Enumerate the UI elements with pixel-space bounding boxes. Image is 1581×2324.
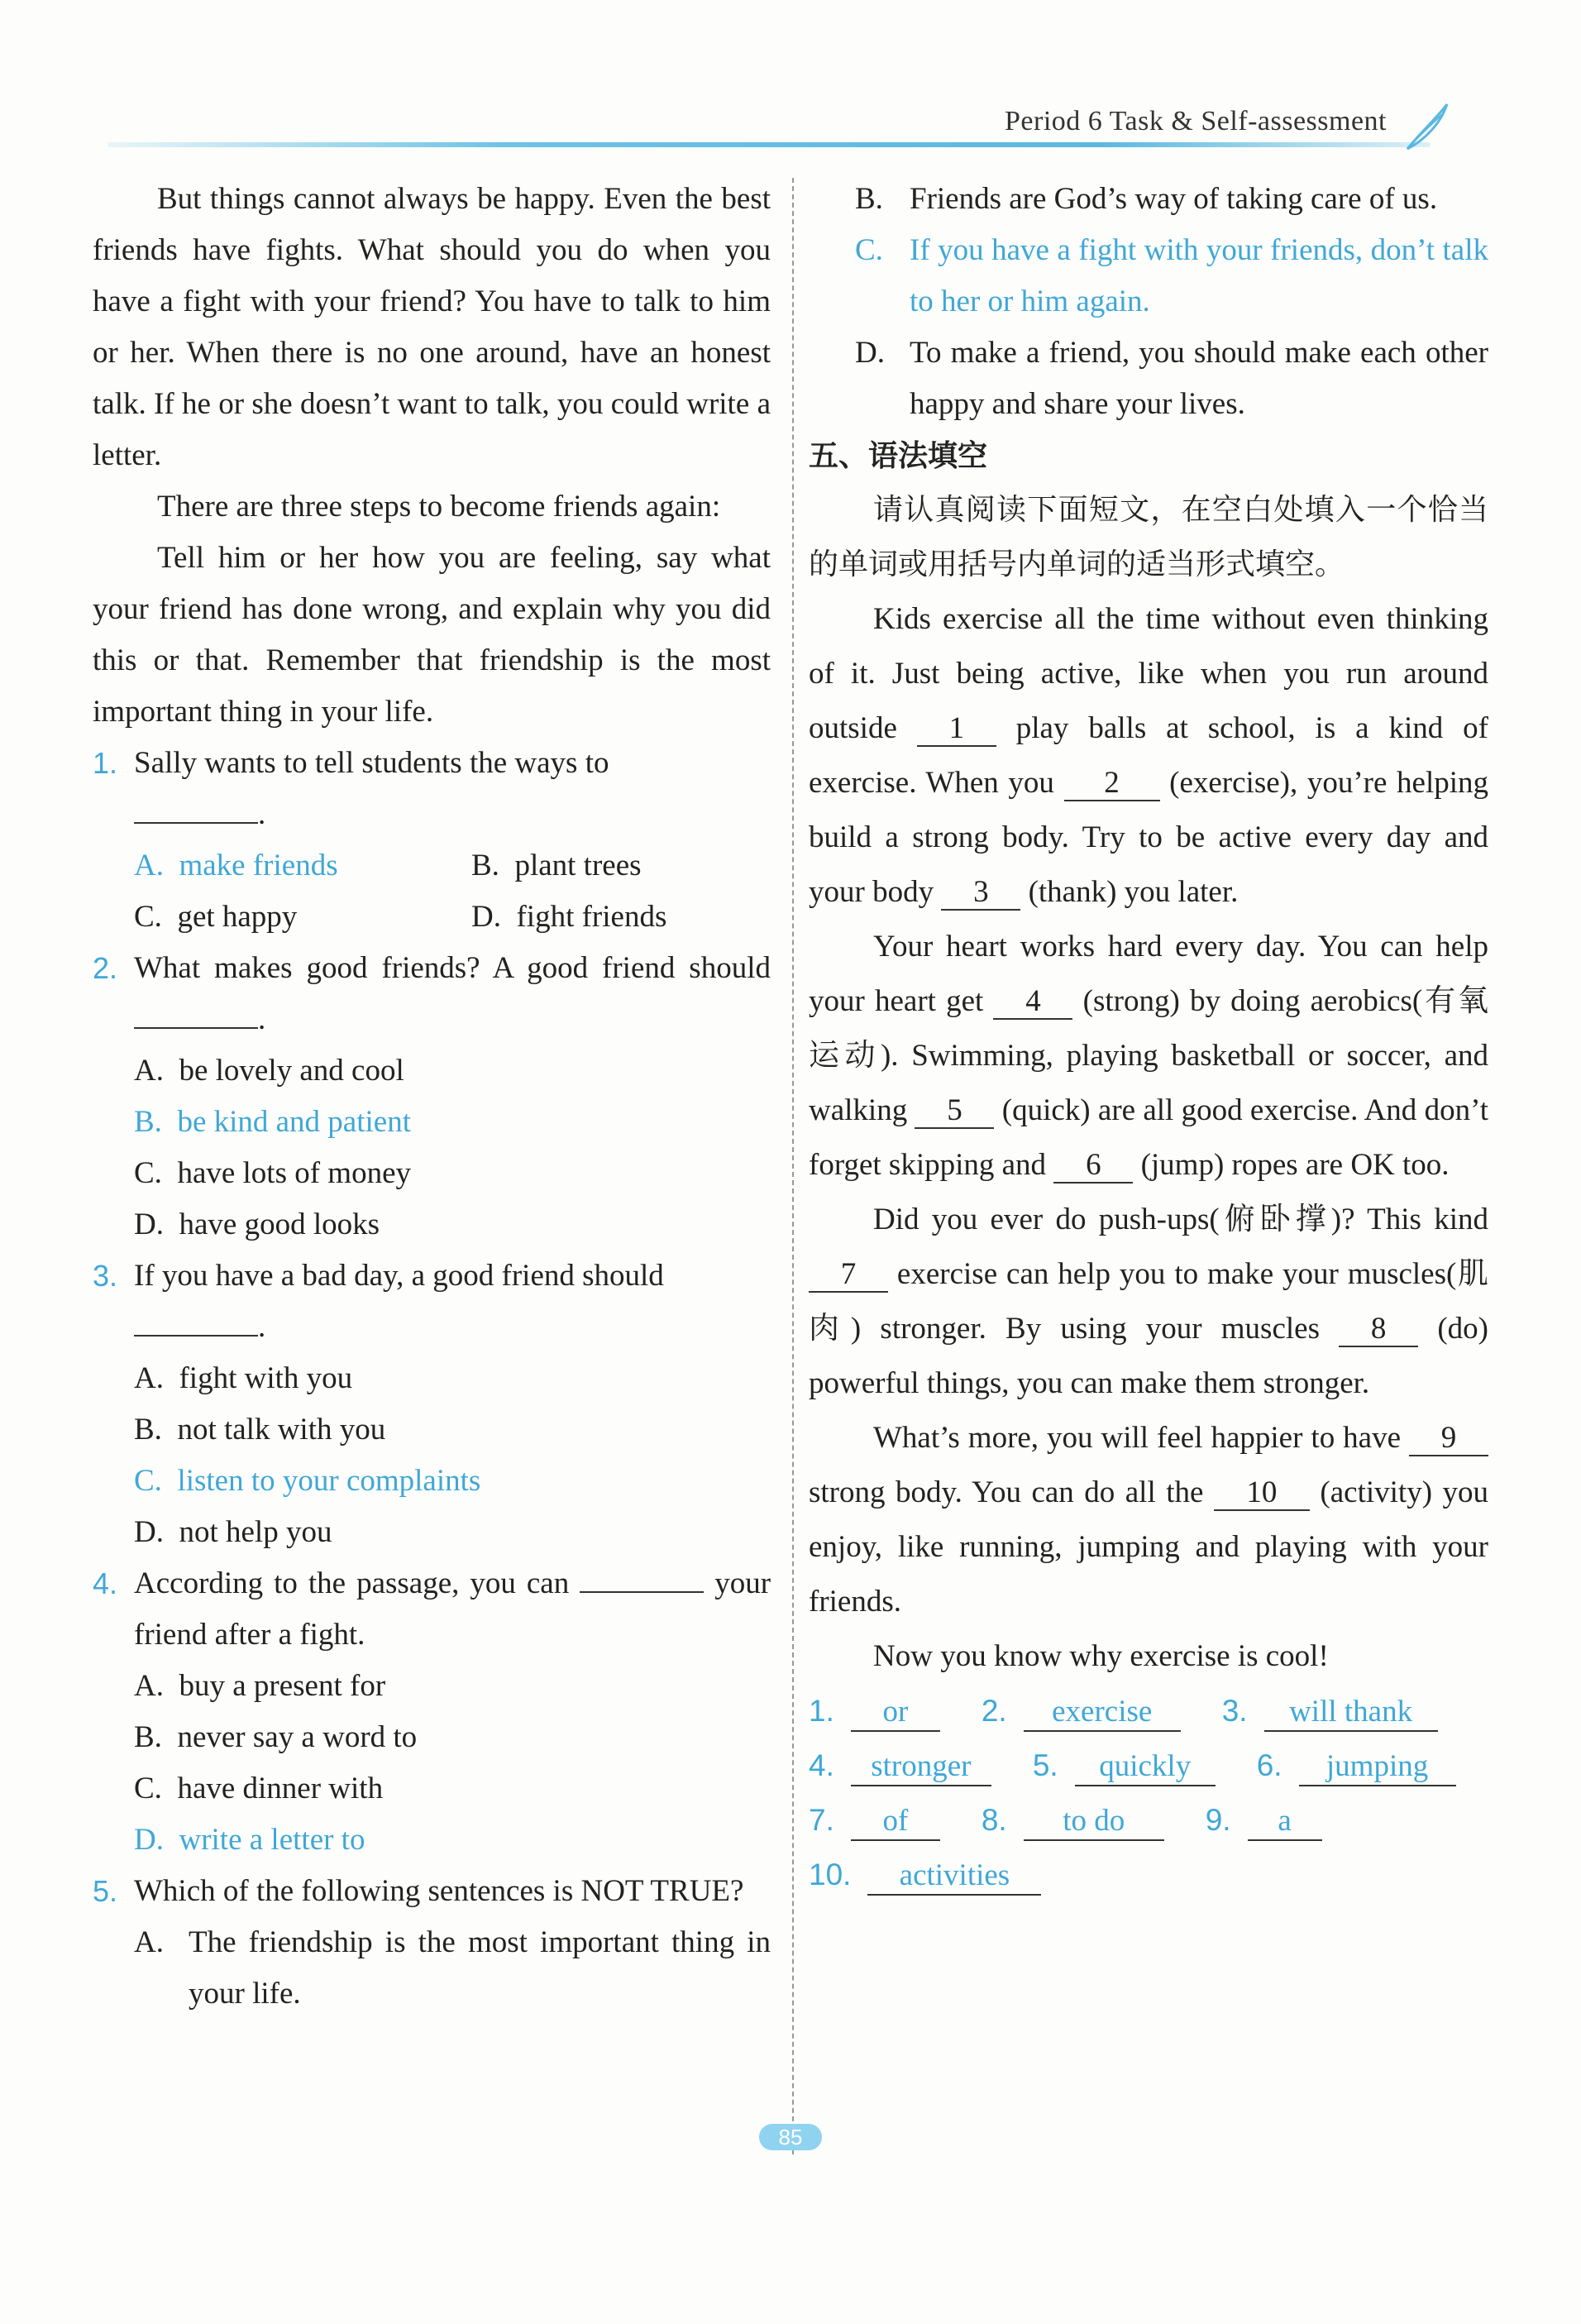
answer-row <box>809 1793 1488 1848</box>
question-text: Sally wants to tell students the ways to <box>134 746 609 780</box>
question-number: 2. <box>93 951 118 985</box>
option-d[interactable]: D. fight friends <box>471 900 667 934</box>
option-b[interactable]: B. not talk with you <box>134 1413 386 1447</box>
answer-item: 7. of <box>809 1793 940 1848</box>
question-text: What makes good friends? A good friend should <box>134 951 771 985</box>
answer-item: 2. exercise <box>982 1684 1181 1738</box>
answer-item: 8. to do <box>982 1793 1164 1848</box>
option-c[interactable]: C. get happy <box>134 900 298 934</box>
answer-blank[interactable] <box>580 1558 704 1593</box>
question-number: 4. <box>93 1566 118 1600</box>
question-text: According to the passage, you can <box>134 1566 570 1600</box>
page-header-title: Period 6 Task & Self-assessment <box>1005 106 1387 136</box>
answer-item: 3. will thank <box>1222 1684 1438 1738</box>
cloze-blank[interactable]: 2 <box>1064 767 1160 801</box>
cloze-paragraph: Now you know why exercise is cool! <box>873 1639 1329 1673</box>
question-2 <box>93 943 771 1045</box>
option-c[interactable]: C. listen to your complaints <box>134 1464 481 1498</box>
cloze-blank[interactable]: 3 <box>941 876 1020 911</box>
option-c[interactable]: C. have dinner with <box>134 1772 384 1805</box>
question-tail: . <box>258 1310 266 1344</box>
cloze-blank[interactable]: 9 <box>1409 1422 1488 1456</box>
option-d[interactable]: D. not help you <box>134 1515 332 1549</box>
answer-row <box>809 1738 1488 1793</box>
option-d[interactable]: D. To make a friend, you should make each other happy and share your lives. <box>855 336 1488 421</box>
option-d[interactable]: D. have good looks <box>134 1207 380 1241</box>
question-4 <box>93 1558 771 1661</box>
answer-item: 1. or <box>809 1684 940 1738</box>
answer-item: 6. jumping <box>1257 1738 1456 1793</box>
cloze-blank[interactable]: 10 <box>1214 1476 1310 1511</box>
options-q1 <box>93 840 771 943</box>
header-rule <box>107 142 1431 147</box>
passage-paragraph: Tell him or her how you are feeling, say what your friend has done wrong, and explain why you did this or that. Remember that friendship is the most important thing in your life. <box>93 541 771 729</box>
option-c[interactable]: C. have lots of money <box>134 1156 412 1190</box>
question-5 <box>93 1866 771 1917</box>
question-3 <box>93 1250 771 1353</box>
cloze-blank[interactable]: 5 <box>915 1094 994 1129</box>
question-1 <box>93 738 771 840</box>
option-b[interactable]: B. plant trees <box>471 849 642 882</box>
feather-icon <box>1399 99 1457 157</box>
question-tail: your friend after a fight. <box>134 1566 771 1652</box>
page-number: 85 <box>759 2124 822 2150</box>
option-b[interactable]: B. Friends are God’s way of taking care of us. <box>855 182 1438 216</box>
cloze-blank[interactable]: 7 <box>809 1258 888 1293</box>
cloze-paragraph: Did you ever do push-ups(俯卧撑)? This kind 7 exercise can help you to make your muscles(肌肉) stronger. By using your muscles 8 (do) powerful things, you can make them stronger. <box>809 1203 1489 1400</box>
option-a[interactable]: A. buy a present for <box>134 1669 386 1703</box>
left-column <box>93 174 771 2020</box>
option-a[interactable]: A. fight with you <box>134 1361 353 1395</box>
question-number: 5. <box>93 1874 118 1908</box>
right-column <box>809 174 1488 1902</box>
answer-blank[interactable] <box>134 994 258 1029</box>
answer-row <box>809 1848 1488 1902</box>
cloze-paragraph: Your heart works hard every day. You can help your heart get 4 (strong) by doing aerobics(有氧运动). Swimming, playing basketball or soccer, and walking 5 (quick) are all good exercise. And don’t forget skipping and 6 (jump) ropes are OK too. <box>809 930 1489 1182</box>
question-number: 3. <box>93 1259 118 1293</box>
cloze-blank[interactable]: 4 <box>993 985 1072 1020</box>
column-divider <box>792 178 794 2154</box>
question-tail: . <box>258 1002 266 1036</box>
cloze-paragraph: What’s more, you will feel happier to have 9 strong body. You can do all the 10 (activity) you enjoy, like running, jumping and playing with your friends. <box>809 1421 1488 1619</box>
answer-item: 4. stronger <box>809 1738 991 1793</box>
passage-paragraph: But things cannot always be happy. Even the best friends have fights. What should you do when you have a fight with your friend? You have to talk to him or her. When there is no one around, have an honest talk. If he or she doesn’t want to talk, you could write a letter. <box>93 182 771 472</box>
option-a[interactable]: A. make friends <box>134 849 338 882</box>
cloze-blank[interactable]: 1 <box>917 712 996 747</box>
option-c[interactable]: C. If you have a fight with your friends, don’t talk to her or him again. <box>855 233 1488 318</box>
section-title: 五、语法填空 <box>809 439 988 473</box>
answer-blank[interactable] <box>134 1302 258 1337</box>
section-instruction: 请认真阅读下面短文，在空白处填入一个恰当的单词或用括号内单词的适当形式填空。 <box>809 493 1488 581</box>
option-d[interactable]: D. write a letter to <box>134 1823 365 1857</box>
option-a[interactable]: A. be lovely and cool <box>134 1054 404 1088</box>
question-number: 1. <box>93 746 118 780</box>
question-tail: . <box>258 797 266 831</box>
question-text: If you have a bad day, a good friend should <box>134 1259 664 1293</box>
cloze-blank[interactable]: 8 <box>1339 1313 1418 1347</box>
cloze-blank[interactable]: 6 <box>1053 1149 1133 1184</box>
answer-item: 10. activities <box>809 1848 1041 1902</box>
answer-item: 5. quickly <box>1033 1738 1216 1793</box>
cloze-paragraph: Kids exercise all the time without even thinking of it. Just being active, like when you run around outside 1 play balls at school, is a kind of exercise. When you 2 (exercise), you’re helping build a strong body. Try to be active every day and your body 3 (thank) you later. <box>809 602 1489 909</box>
option-a[interactable]: A. The friendship is the most important thing in your life. <box>134 1925 771 2011</box>
passage-paragraph: There are three steps to become friends again: <box>157 490 721 524</box>
question-text: Which of the following sentences is NOT TRUE? <box>134 1874 744 1908</box>
answer-blank[interactable] <box>134 789 258 824</box>
answer-row <box>809 1684 1488 1738</box>
option-b[interactable]: B. be kind and patient <box>134 1105 411 1139</box>
answer-item: 9. a <box>1206 1793 1322 1848</box>
option-b[interactable]: B. never say a word to <box>134 1720 418 1754</box>
